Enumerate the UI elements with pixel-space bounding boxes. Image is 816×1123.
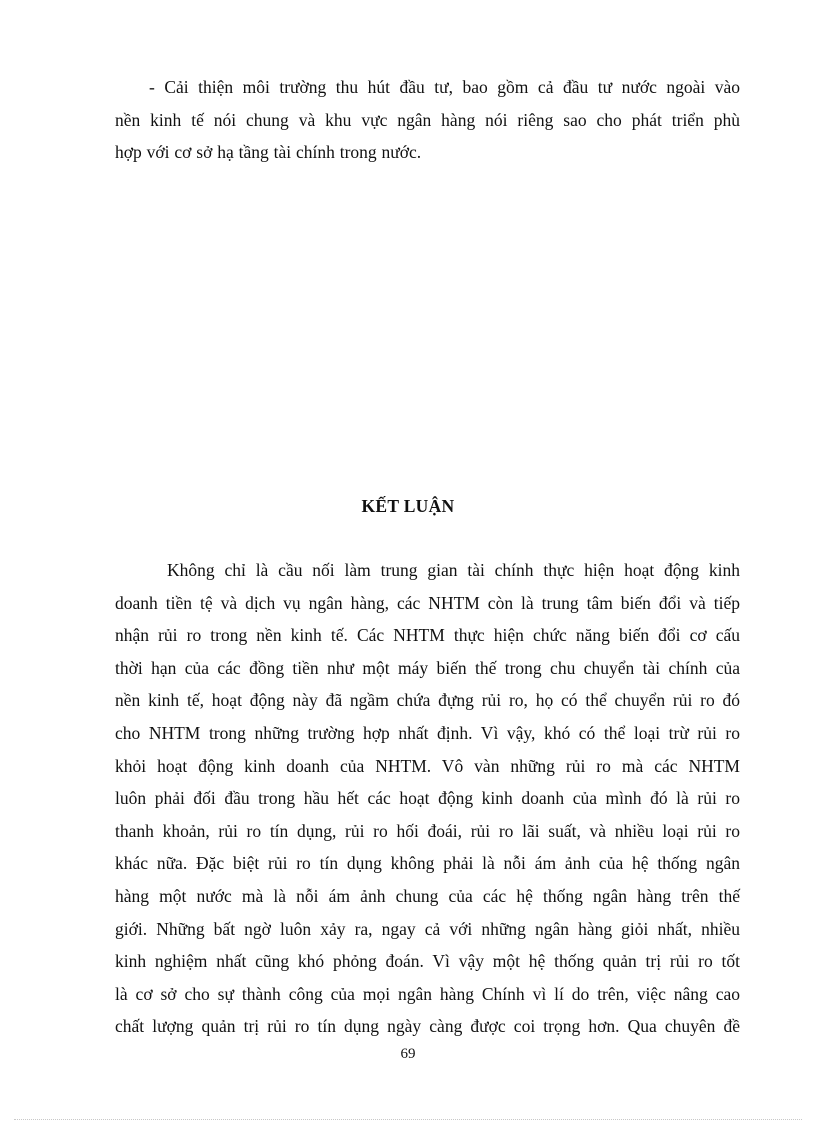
conclusion-line: kinh nghiệm nhất cũng khó phỏng đoán. Vì vậy một hệ thống quản trị rủi ro tốt — [115, 951, 740, 972]
conclusion-line: nền kinh tế, hoạt động này đã ngầm chứa đựng rủi ro, họ có thể chuyển rủi ro đó — [115, 690, 740, 711]
conclusion-line: nhận rủi ro trong nền kinh tế. Các NHTM thực hiện chức năng biến đổi cơ cấu — [115, 625, 740, 646]
conclusion-line: khác nữa. Đặc biệt rủi ro tín dụng không phải là nỗi ám ảnh của hệ thống ngân — [115, 853, 740, 874]
page-number: 69 — [400, 1046, 416, 1062]
conclusion-line: Không chỉ là cầu nối làm trung gian tài chính thực hiện hoạt động kinh — [167, 560, 740, 580]
conclusion-line: cho NHTM trong những trường hợp nhất định. Vì vậy, khó có thể loại trừ rủi ro — [115, 722, 740, 743]
intro-paragraph — [115, 71, 740, 169]
conclusion-line: thanh khoản, rủi ro tín dụng, rủi ro hối đoái, rủi ro lãi suất, và nhiều loại rủi ro — [115, 820, 740, 841]
section-heading: KẾT LUẬN — [361, 496, 455, 516]
conclusion-line: doanh tiền tệ và dịch vụ ngân hàng, các NHTM còn là trung tâm biến đổi và tiếp — [115, 592, 740, 613]
conclusion-line: luôn phải đối đầu trong hầu hết các hoạt động kinh doanh của mình đó là rủi ro — [115, 788, 740, 809]
conclusion-line: chất lượng quản trị rủi ro tín dụng ngày càng được coi trọng hơn. Qua chuyên đề — [115, 1016, 740, 1037]
conclusion-line: hàng một nước mà là nỗi ám ảnh chung của các hệ thống ngân hàng trên thế — [115, 885, 740, 906]
conclusion-line: là cơ sở cho sự thành công của mọi ngân hàng Chính vì lí do trên, việc nâng cao — [115, 983, 740, 1004]
conclusion-line: giới. Những bất ngờ luôn xảy ra, ngay cả với những ngân hàng giỏi nhất, nhiều — [115, 918, 740, 939]
intro-line: - Cải thiện môi trường thu hút đầu tư, bao gồm cả đầu tư nước ngoài vào — [149, 77, 740, 97]
intro-line: hợp với cơ sở hạ tầng tài chính trong nước. — [115, 142, 422, 163]
page-bottom-divider — [14, 1119, 802, 1120]
intro-line: nền kinh tế nói chung và khu vực ngân hàng nói riêng sao cho phát triển phù — [115, 109, 740, 130]
conclusion-paragraph — [115, 554, 740, 1043]
conclusion-line: khỏi hoạt động kinh doanh của NHTM. Vô vàn những rủi ro mà các NHTM — [115, 755, 740, 776]
conclusion-line: thời hạn của các đồng tiền như một máy biến thế trong chu chuyển tài chính của — [115, 657, 740, 678]
